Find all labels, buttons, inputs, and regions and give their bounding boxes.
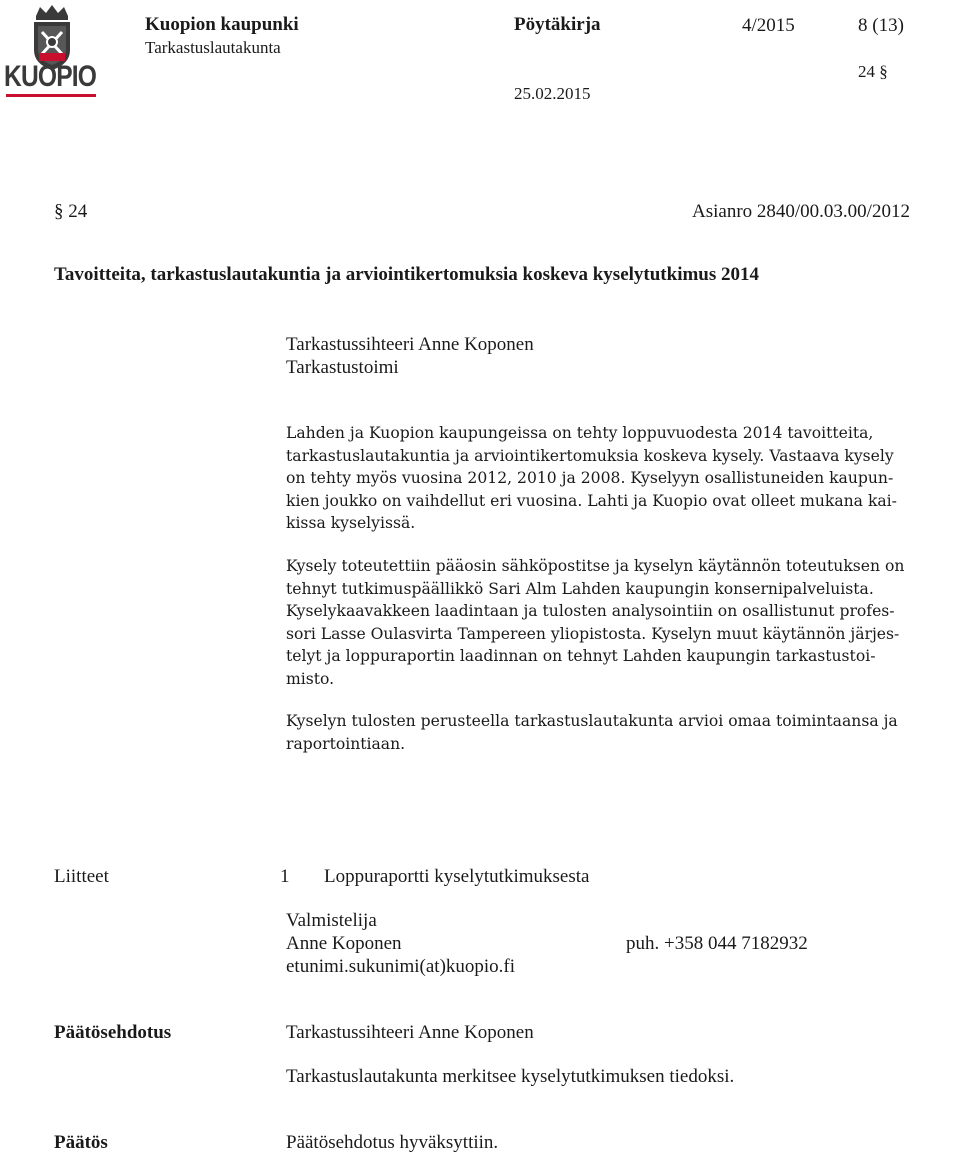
decision-text: Päätösehdotus hyväksyttiin.: [286, 1132, 499, 1153]
doc-type: Pöytäkirja: [514, 14, 601, 35]
proposal-text: Tarkastuslautakunta merkitsee kyselytutkimuksen tiedoksi.: [286, 1066, 735, 1087]
attachments-label: Liitteet: [54, 866, 109, 887]
paragraph-line: kissa kyselyissä.: [286, 514, 416, 532]
paragraph-line: kien joukko on vaihdellut eri vuosina. Lahti ja Kuopio ovat olleet mukana kai-: [286, 491, 897, 510]
body-paragraph-2: [286, 555, 960, 690]
logo-underline: [6, 94, 96, 97]
attachment-number: 1: [280, 866, 290, 887]
paragraph-line: Lahden ja Kuopion kaupungeissa on tehty loppuvuodesta 2014 tavoitteita,: [286, 424, 874, 442]
paragraph-line: misto.: [286, 669, 335, 688]
paragraph-line: tehnyt tutkimuspäällikkö Sari Alm Lahden kaupungin konsernipalveluista.: [286, 579, 874, 598]
paragraph-line: sori Lasse Oulasvirta Tampereen yliopistosta. Kyselyn muut käytännön järjes-: [286, 624, 900, 643]
contact-email[interactable]: etunimi.sukunimi(at)kuopio.fi: [286, 956, 516, 977]
paragraph-line: Kyselykaavakkeen laadintaan ja tulosten analysointiin on osallistunut profes-: [286, 602, 895, 620]
contact-role: Valmistelija: [286, 910, 377, 931]
contact-name: Anne Koponen: [286, 933, 402, 954]
page-number: 8 (13): [858, 15, 904, 36]
paragraph-line: on tehty myös vuosina 2012, 2010 ja 2008. Kyselyyn osallistuneiden kaupun-: [286, 469, 894, 487]
section-mark: § 24: [54, 201, 88, 222]
attachment-link[interactable]: Loppuraportti kyselytutkimuksesta: [324, 866, 590, 887]
doc-number: 4/2015: [742, 15, 795, 36]
contact-phone: puh. +358 044 7182932: [626, 933, 808, 954]
paragraph-line: telyt ja loppuraportin laadinnan on tehnyt Lahden kaupungin tarkastustoi-: [286, 647, 876, 665]
paragraph-line: raportointiaan.: [286, 734, 406, 753]
proposal-proposer: Tarkastussihteeri Anne Koponen: [286, 1022, 534, 1043]
case-number: Asianro 2840/00.03.00/2012: [692, 201, 910, 222]
section-title: Tavoitteita, tarkastuslautakuntia ja arviointikertomuksia koskeva kyselytutkimus 2014: [54, 264, 760, 285]
meeting-date: 25.02.2015: [514, 84, 591, 103]
section-ref: 24 §: [858, 62, 888, 81]
preparer-title: Tarkastussihteeri Anne Koponen: [286, 334, 534, 355]
board-name: Tarkastuslautakunta: [145, 38, 281, 57]
paragraph-line: Kysely toteutettiin pääosin sähköpostitse ja kyselyn käytännön toteutuksen on: [286, 557, 905, 575]
body-paragraph-1: [286, 422, 960, 535]
logo-wordmark: KUOPIO: [4, 60, 97, 93]
paragraph-line: tarkastuslautakuntia ja arviointikertomuksia koskeva kysely. Vastaava kysely: [286, 446, 894, 465]
body-paragraph-3: [286, 710, 960, 755]
org-name: Kuopion kaupunki: [145, 14, 299, 35]
paragraph-line: Kyselyn tulosten perusteella tarkastuslautakunta arvioi omaa toimintaansa ja: [286, 712, 898, 730]
proposal-label: Päätösehdotus: [54, 1022, 172, 1043]
decision-label: Päätös: [54, 1132, 108, 1153]
preparer-office: Tarkastustoimi: [286, 357, 399, 378]
